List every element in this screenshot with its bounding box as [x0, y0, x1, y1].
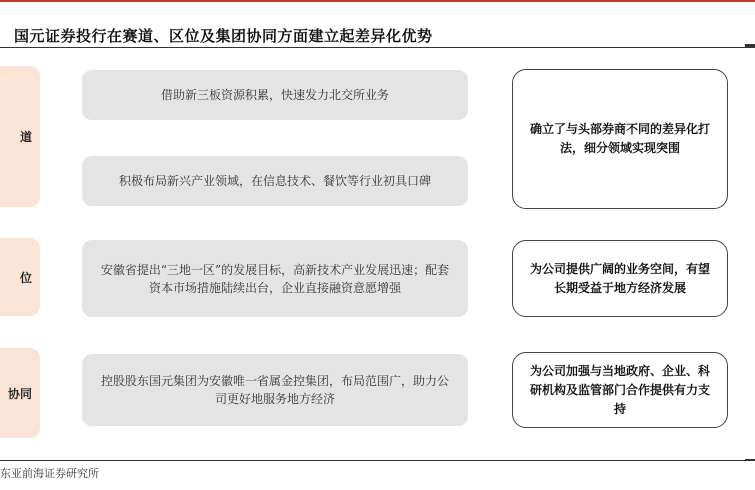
detail-text: 借助新三板资源积累，快速发力北交所业务: [160, 88, 389, 102]
detail-text: 控股股东国元集团为安徽唯一省属金控集团，布局范围广，助力公司更好地服务地方经济: [100, 374, 449, 406]
footer-divider-tick: [745, 459, 755, 461]
source-note: 东亚前海证券研究所: [0, 467, 99, 480]
footer-divider: [0, 460, 755, 461]
category-location: [0, 238, 40, 316]
category-track-label: 道: [19, 130, 32, 144]
detail-text: 安徽省提出“三地一区”的发展目标，高新技术产业发展迅速；配套资本市场措施陆续出台，企业直接融资意愿增强: [100, 262, 450, 295]
detail-box-track-2: [82, 156, 468, 206]
outcome-text: 为公司加强与当地政府、企业、科研机构及监管部门合作提供有力支持: [529, 363, 710, 416]
detail-box-track-1: [82, 70, 468, 120]
outcome-box-location: [512, 240, 728, 317]
category-location-label: 位: [19, 270, 32, 285]
detail-box-location: [82, 240, 468, 317]
outcome-text: 确立了与头部券商不同的差异化打法，细分领域实现突围: [529, 122, 710, 155]
outcome-text: 为公司提供广阔的业务空间，有望长期受益于地方经济发展: [529, 261, 710, 295]
category-synergy-label: 协同: [7, 386, 32, 401]
category-synergy: [0, 348, 40, 438]
title-divider: [0, 47, 755, 48]
detail-box-synergy: [82, 354, 468, 426]
outcome-box-synergy: [512, 352, 728, 428]
top-accent-line: [0, 0, 755, 2]
category-track: [0, 66, 40, 207]
title-divider-tick: [745, 44, 755, 47]
detail-text: 积极布局新兴产业领域，在信息技术、餐饮等行业初具口碑: [118, 174, 431, 188]
figure-title: 国元证券投行在赛道、区位及集团协同方面建立起差异化优势: [14, 27, 433, 45]
outcome-box-track: [512, 69, 728, 209]
